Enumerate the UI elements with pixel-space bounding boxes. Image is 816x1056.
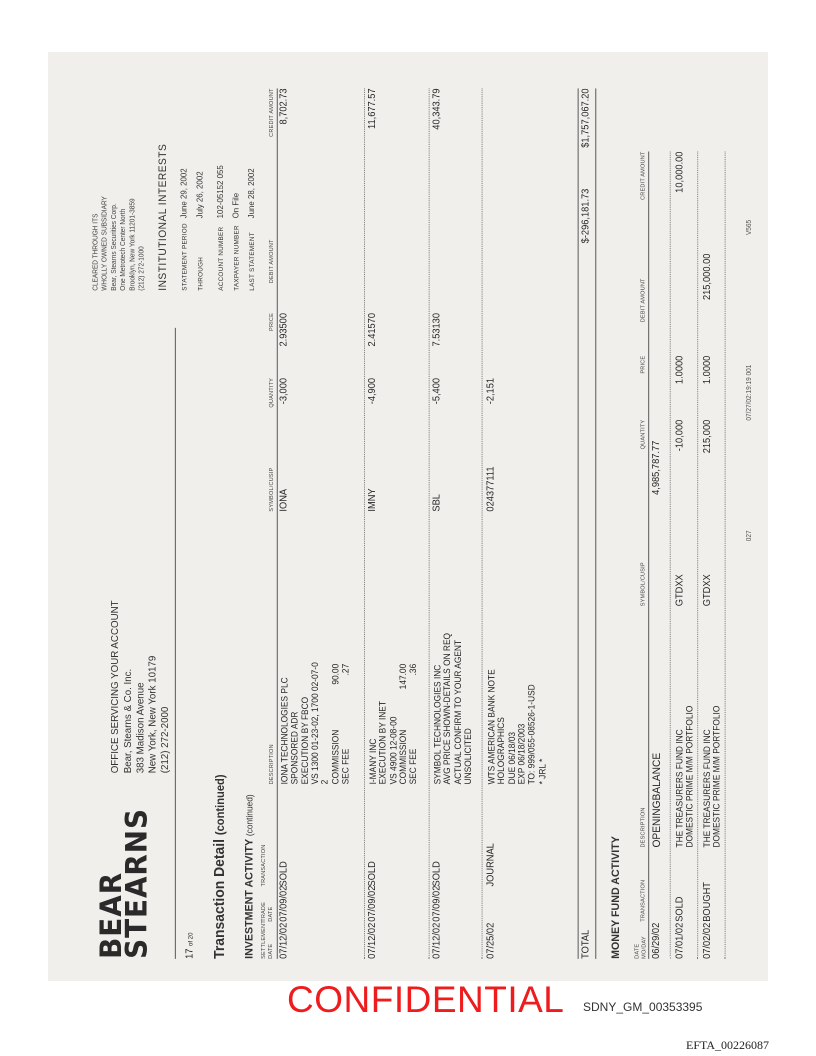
footer-code: 027 — [746, 530, 754, 542]
price: 2.93500 — [278, 312, 290, 347]
total-debit: $-296,181.73 — [580, 188, 592, 244]
date: 07/02/02 — [702, 922, 713, 959]
fee-label: SEC FEE — [408, 748, 419, 785]
transaction-type: JOURNAL — [485, 843, 497, 887]
col-transaction: TRANSACTION — [261, 844, 267, 887]
page-number-value: 17 — [184, 948, 196, 959]
quantity: 215,000 — [702, 419, 713, 454]
col-symbol: SYMBOL/CUSIP — [268, 467, 275, 512]
row-divider — [364, 88, 365, 958]
date: 07/01/02 — [674, 922, 686, 959]
last-statement-label: LAST STATEMENT — [249, 232, 257, 291]
office-line: Bear, Stearns & Co. Inc. — [121, 668, 134, 774]
col-transaction: TRANSACTION — [640, 879, 647, 922]
trade-date: 07/09/02 — [366, 885, 378, 922]
date: 06/29/02 — [651, 922, 662, 959]
symbol: IMNY — [366, 488, 378, 512]
footer-timestamp: 07/27/02:19:19 001 — [746, 364, 754, 421]
statement-period-row — [180, 168, 190, 290]
description-line: HOLOGRAPHICS — [496, 717, 507, 785]
col-quantity: QUANTITY — [268, 377, 275, 408]
description-line: SPONSORED ADR — [289, 711, 300, 785]
section-subtitle: (continued) — [244, 794, 255, 837]
col-description: DESCRIPTION — [640, 807, 647, 848]
office-line: New York, New York 10179 — [146, 655, 159, 774]
transaction-type: SOLD — [431, 861, 443, 887]
office-address-block — [109, 600, 172, 773]
total-credit: $1,757,067.20 — [580, 88, 592, 148]
through-row — [195, 171, 205, 290]
col-price: PRICE — [640, 355, 647, 374]
quantity: 4,985,787.77 — [651, 440, 662, 495]
description-line: DUE 06/18/03 — [506, 731, 517, 785]
fee-value: .27 — [340, 663, 351, 676]
page-number — [186, 933, 196, 959]
description-line: THE TREASURERS FUND INC — [674, 729, 685, 848]
clearing-line: CLEARED THROUGH ITS — [92, 213, 100, 291]
row-divider — [429, 88, 430, 958]
settlement-date: 07/12/02 — [431, 922, 443, 959]
clearing-address-block — [92, 196, 147, 291]
credit-amount: 8,702.73 — [278, 88, 290, 125]
col-price: PRICE — [268, 312, 275, 331]
description — [675, 706, 695, 848]
last-statement-row — [247, 168, 257, 290]
description-line: 2 — [320, 779, 331, 785]
price: 2.41570 — [366, 312, 378, 347]
description-line: IONA TECHNOLOGIES PLC — [279, 677, 290, 785]
account-name: INSTITUTIONAL INTERESTS — [157, 143, 169, 291]
row-divider — [670, 152, 671, 959]
description-line: WTS AMERICAN BANK NOTE — [486, 669, 497, 785]
fee-label: SEC FEE — [340, 748, 351, 785]
total-label: TOTAL — [580, 929, 592, 959]
col-quantity: QUANTITY — [640, 419, 647, 450]
footer-code: V565 — [746, 219, 754, 236]
taxpayer-number-label: TAXPAYER NUMBER — [233, 225, 241, 291]
description — [702, 706, 722, 848]
office-line: (212) 272-2000 — [159, 706, 172, 774]
fee-value: 147.00 — [398, 663, 409, 690]
logo-line-1: BEAR — [94, 871, 129, 959]
description-line: DOMESTIC PRIME M/M PORTFOLIO — [712, 705, 723, 848]
page-total: of 20 — [187, 932, 195, 946]
symbol: IONA — [278, 488, 290, 512]
transaction-type: SOLD — [674, 896, 686, 922]
col-symbol: SYMBOL/CUSIP — [640, 562, 647, 607]
credit-amount: 40,343.79 — [431, 88, 443, 130]
col-debit: DEBIT AMOUNT — [640, 278, 647, 323]
page-title — [212, 774, 227, 958]
col-debit: DEBIT AMOUNT — [268, 239, 275, 284]
office-line: 383 Madison Avenue — [134, 682, 147, 774]
description — [280, 662, 351, 784]
transaction-type: BOUGHT — [702, 882, 713, 922]
symbol: GTDXX — [674, 574, 686, 607]
col-credit: CREDIT AMOUNT — [640, 151, 647, 200]
clearing-line: Brooklyn, New York 11201-3859 — [129, 198, 137, 291]
investment-activity-heading — [244, 794, 255, 959]
fee-label: COMMISSION — [398, 729, 409, 785]
price: 1.0000 — [674, 355, 686, 385]
through-label: THROUGH — [197, 256, 205, 291]
credit-amount: 10,000.00 — [674, 151, 686, 193]
rotated-statement — [70, 68, 766, 996]
description-line: SYMBOL TECHNOLOGIES INC — [432, 664, 443, 785]
col-credit: CREDIT AMOUNT — [268, 88, 275, 137]
col-date: DATE MO/DAY — [634, 936, 647, 959]
fee-line — [398, 664, 408, 785]
title-sub: (continued) — [213, 774, 227, 836]
settlement-date: 07/12/02 — [366, 922, 378, 959]
section-title: INVESTMENT ACTIVITY — [243, 839, 256, 959]
price: 7.53130 — [431, 312, 443, 347]
col-settlement-date: SETTLEMENT DATE — [261, 920, 274, 959]
quantity: -10,000 — [674, 419, 686, 452]
description — [433, 633, 474, 784]
description — [368, 664, 419, 785]
fee-line — [408, 664, 418, 785]
statement-page — [70, 68, 766, 996]
debit-amount: 215,000.00 — [702, 253, 713, 301]
bear-stearns-logo — [94, 807, 154, 959]
bates-number: SDNY_GM_00353395 — [583, 1000, 703, 1014]
description-line: EXECUTION BY INET — [378, 701, 388, 785]
settlement-date: 07/12/02 — [278, 922, 290, 959]
fee-line — [341, 662, 351, 784]
fee-value: 90.00 — [330, 663, 341, 685]
description-line: VS 4900 12-08-00 — [388, 716, 398, 785]
row-divider — [725, 152, 726, 959]
confidential-stamp: CONFIDENTIAL — [287, 979, 565, 1020]
transaction-type: SOLD — [278, 861, 290, 887]
table-header-rule — [277, 88, 278, 958]
total-rule-top — [578, 88, 579, 958]
quantity: -4,900 — [366, 377, 378, 405]
office-line: OFFICE SERVICING YOUR ACCOUNT — [109, 600, 121, 774]
title-main: Transaction Detail — [211, 838, 228, 959]
symbol: 024377111 — [485, 466, 497, 512]
credit-amount: 11,677.57 — [366, 88, 378, 130]
description-line: EXP 06/18/2003 — [516, 723, 527, 785]
total-rule-bottom — [595, 88, 596, 958]
trade-date: 07/09/02 — [431, 885, 443, 922]
statement-period-label: STATEMENT PERIOD — [181, 223, 189, 291]
description-line: DOMESTIC PRIME M/M PORTFOLIO — [684, 705, 695, 848]
description-line: I-MANY INC — [367, 738, 378, 785]
fee-line — [330, 662, 340, 784]
col-description: DESCRIPTION — [268, 744, 275, 785]
description-line: VS 1300 01-23-02, 1700 02-07-0 — [310, 662, 320, 785]
clearing-line: Bear, Stearns Securities Corp. — [111, 203, 118, 291]
fee-value: .36 — [408, 663, 419, 676]
statement-period-value: June 29, 2002 — [178, 168, 189, 219]
description-line: EXECUTION BY FBCO — [299, 696, 310, 785]
col-trade-date: TRADE DATE — [261, 901, 274, 922]
header-divider — [175, 328, 176, 959]
description-line: AVG PRICE SHOWN-DETAILS ON REQ — [442, 632, 453, 785]
description-line: UNSOLICITED — [463, 728, 473, 785]
quantity: -3,000 — [278, 377, 290, 405]
description-line: THE TREASURERS FUND INC — [702, 729, 712, 848]
description-line: TO: 999/055-08526-1-USD — [527, 684, 537, 785]
transaction-type: SOLD — [366, 861, 378, 887]
account-number-row — [216, 165, 226, 290]
quantity: -2,151 — [485, 377, 497, 405]
row-divider — [697, 152, 698, 959]
description: OPENINGBALANCE — [651, 752, 663, 848]
table-header-rule — [648, 152, 649, 959]
description-line: ACTUAL CONFIRM TO YOUR AGENT — [452, 639, 463, 785]
last-statement-value: June 28, 2002 — [246, 168, 257, 219]
row-divider — [482, 88, 483, 958]
clearing-line: (212) 272-1000 — [138, 246, 146, 291]
settlement-date: 07/25/02 — [485, 922, 497, 959]
symbol: SBL — [431, 494, 443, 512]
clearing-line: WHOLLY OWNED SUBSIDIARY — [101, 196, 109, 291]
money-fund-heading: MONEY FUND ACTIVITY — [609, 836, 622, 959]
clearing-line: One Metrotech Center North — [120, 208, 128, 291]
fee-label: COMMISSION — [330, 729, 341, 785]
description-line: * JRL * — [537, 758, 547, 785]
account-number-label: ACCOUNT NUMBER — [217, 226, 225, 291]
description — [487, 669, 548, 784]
price: 1.0000 — [702, 355, 713, 385]
quantity: -5,400 — [431, 377, 443, 405]
efta-number: EFTA_00226087 — [686, 1038, 770, 1052]
account-number-value: 102-05152 055 — [215, 165, 225, 219]
logo-line-2: STEARNS — [119, 807, 154, 959]
symbol: GTDXX — [702, 574, 713, 607]
trade-date: 07/09/02 — [278, 885, 290, 922]
through-value: July 26, 2002 — [194, 171, 205, 219]
taxpayer-number-row — [232, 193, 242, 291]
taxpayer-number-value: On File — [230, 192, 241, 219]
